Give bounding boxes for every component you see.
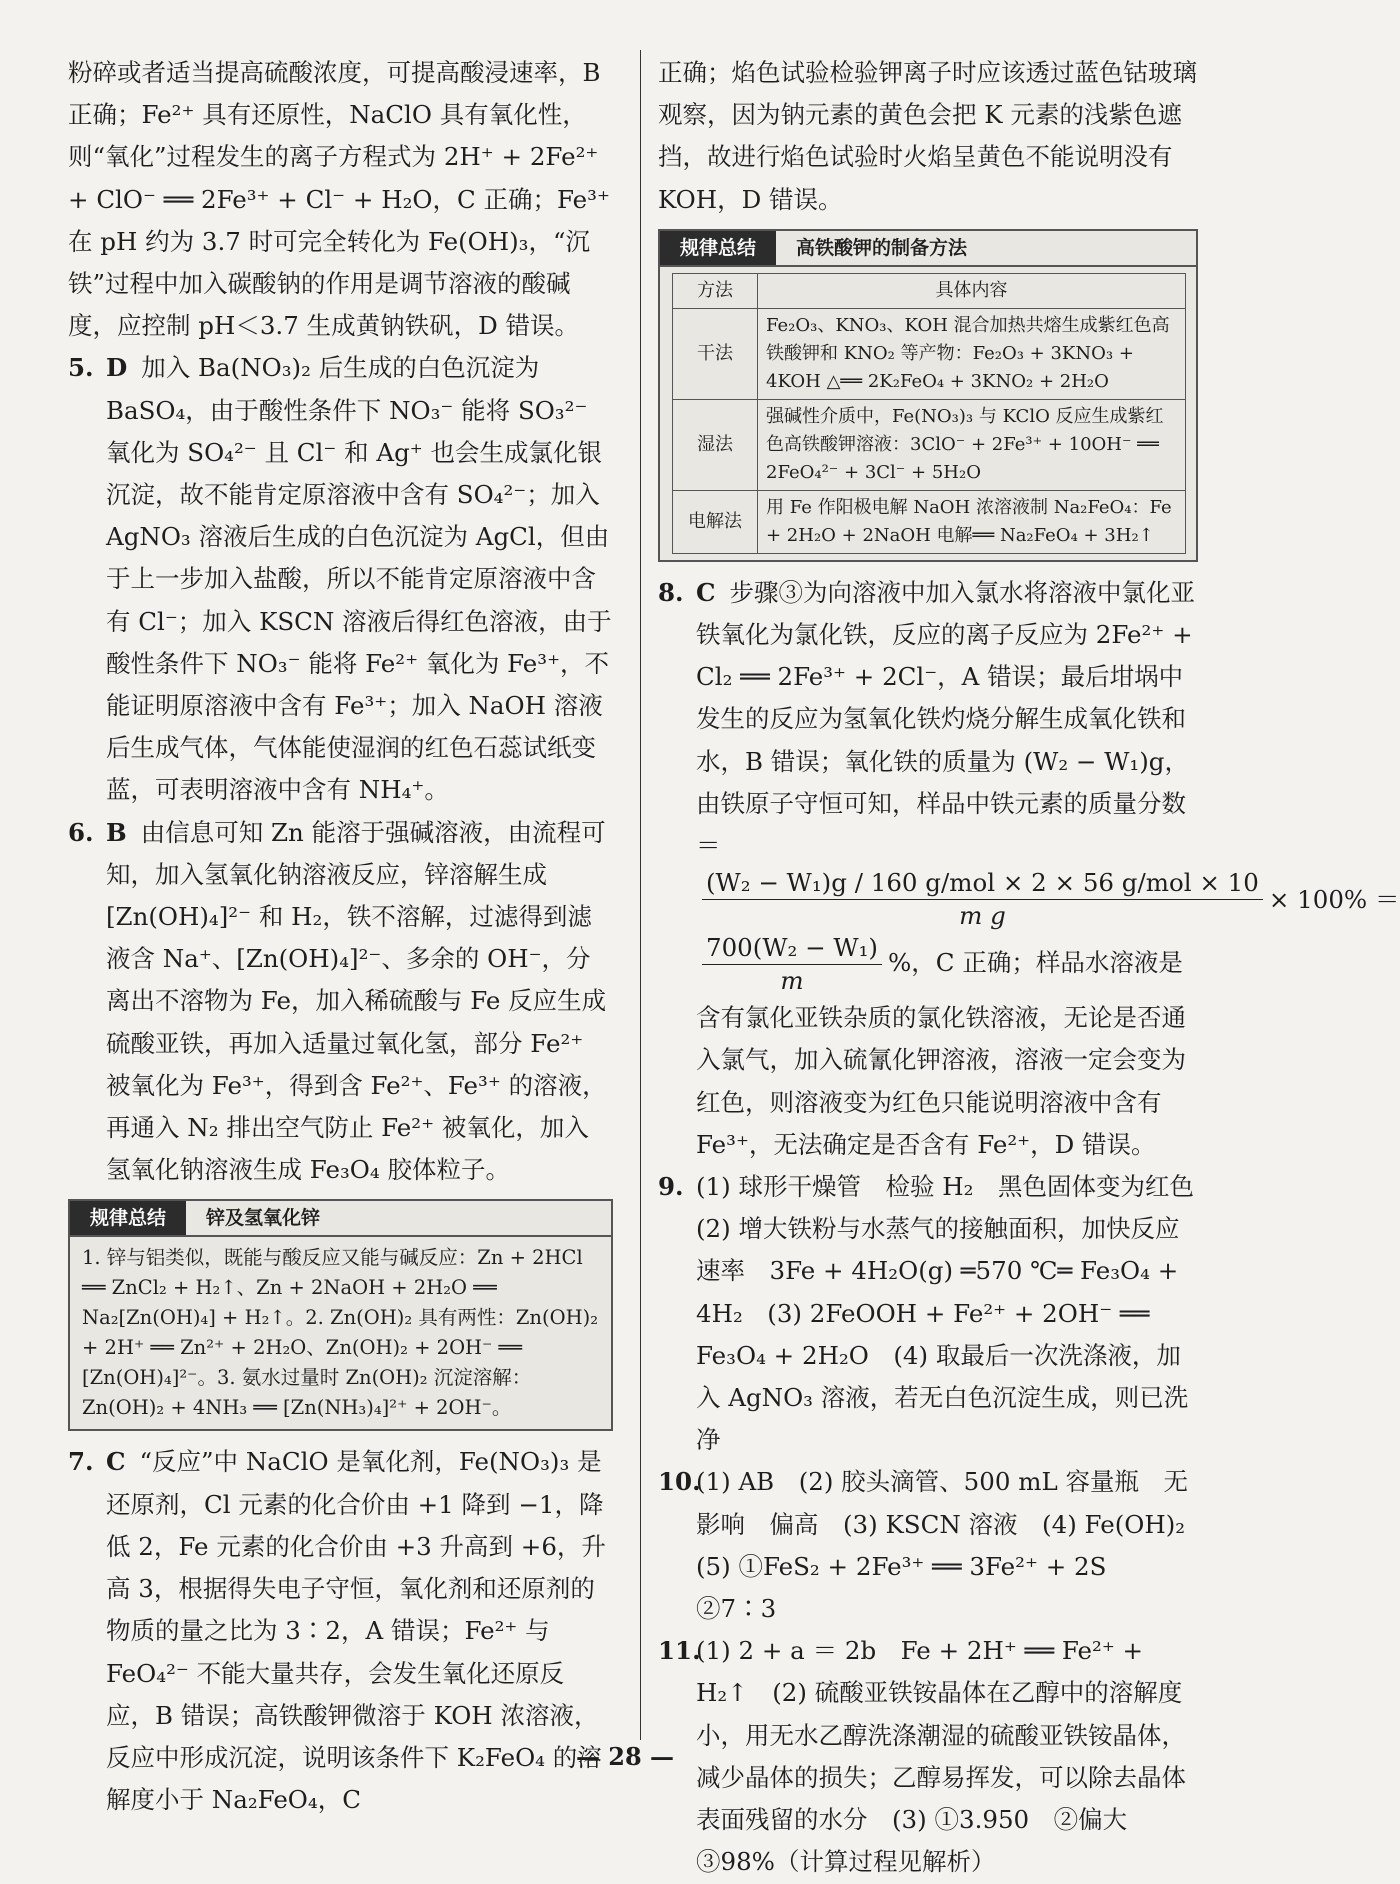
explanation-text: 步骤③为向溶液中加入氯水将溶液中氯化亚铁氧化为氯化铁，反应的离子反应为 2Fe²⁺ + Cl₂ ══ 2Fe³⁺ + 2Cl⁻，A 错误；最后坩埚中发生的反应为氢氧化铁灼烧分解生成氧化铁和水，B 错误；氧化铁的质量为 (W₂ − W₁)g，由铁原子守恒可知，样品中铁元素的质量分数 ＝ [696, 577, 1195, 861]
answer-text: (1) AB (2) 胶头滴管、500 mL 容量瓶 无影响 偏高 (3) KSCN 溶液 (4) Fe(OH)₂ (5) ①FeS₂ + 2Fe³⁺ ══ 3Fe²⁺ + 2S ②7∶3 [696, 1467, 1210, 1624]
summary-box-zinc [68, 1199, 613, 1431]
answer-item-8 [658, 572, 1198, 867]
method-cell: 湿法 [673, 399, 758, 490]
column-divider [640, 50, 641, 1740]
method-cell: 干法 [673, 308, 758, 399]
right-column [658, 52, 1400, 1884]
answer-item-9 [658, 1166, 1219, 1461]
answer-letter: D [106, 353, 128, 383]
fraction-denominator: m [780, 966, 804, 996]
fraction-denominator: m g [959, 901, 1006, 931]
summary-body: 1. 锌与铝类似，既能与酸反应又能与碱反应：Zn + 2HCl ══ ZnCl₂ + H₂↑、Zn + 2NaOH + 2H₂O ══ Na₂[Zn(OH)₄] + H₂↑。2. Zn(OH)₂ 具有两性：Zn(OH)₂ + 2H⁺ ══ Zn²⁺ + 2H₂O、Zn(OH)₂ + 2OH⁻ ══ [Zn(OH)₄]²⁻。3. 氨水过量时 Zn(OH)₂ 沉淀溶解：Zn(OH)₂ + 4NH₃ ══ [Zn(NH₃)₄]²⁺ + 2OH⁻。 [82, 1246, 599, 1420]
content-cell: 强碱性介质中，Fe(NO₃)₃ 与 KClO 反应生成紫红色高铁酸钾溶液：3ClO⁻ + 2Fe³⁺ + 10OH⁻ ══ 2FeO₄²⁻ + 3Cl⁻ + 5H₂O [758, 399, 1186, 490]
fraction-numerator: (W₂ − W₁)g / 160 g/mol × 2 × 56 g/mol × 10 [702, 867, 1263, 900]
method-table [672, 273, 1186, 554]
fraction [702, 867, 1263, 932]
question-number: 6. [68, 817, 94, 847]
summary-box-header [70, 1201, 611, 1237]
left-column [68, 52, 613, 1821]
question-number: 8. [658, 577, 684, 607]
content-cell: Fe₂O₃、KNO₃、KOH 混合加热共熔生成紫红色高铁酸钾和 KNO₂ 等产物：Fe₂O₃ + 3KNO₃ + 4KOH △══ 2K₂FeO₄ + 3KNO₂ + 2H₂O [758, 308, 1186, 399]
answer-letter: C [696, 577, 716, 607]
summary-title: 高铁酸钾的制备方法 [796, 236, 968, 259]
answer-text: (1) 球形干燥管 检验 H₂ 黑色固体变为红色 (2) 增大铁粉与水蒸气的接触面积，加快反应速率 3Fe + 4H₂O(g) ═570 ℃═ Fe₃O₄ + 4H₂ (3) 2FeOOH + Fe²⁺ + 2OH⁻ ══ Fe₃O₄ + 2H₂O (4) 取最后一次洗涤液，加入 AgNO₃ 溶液，若无白色沉淀生成，则已洗净 [696, 1172, 1219, 1455]
explanation-text: %，C 正确；样品水溶液是含有氯化亚铁杂质的氯化铁溶液，无论是否通入氯气，加入硫氰化钾溶液，溶液一定会变为红色，则溶液变为红色只能说明溶液中含有 Fe³⁺，无法确定是否含有 Fe²⁺，D 错误。 [696, 948, 1186, 1159]
summary-box-header [660, 231, 1196, 267]
table-header-cell: 具体内容 [758, 273, 1186, 308]
method-cell: 电解法 [673, 490, 758, 553]
continued-paragraph: 正确；焰色试验检验钾离子时应该透过蓝色钴玻璃观察，因为钠元素的黄色会把 K 元素的浅紫色遮挡，故进行焰色试验时火焰呈黄色不能说明没有 KOH，D 错误。 [658, 58, 1197, 214]
continued-paragraph: 粉碎或者适当提高硫酸浓度，可提高酸浸速率，B 正确；Fe²⁺ 具有还原性，NaClO 具有氧化性，则“氧化”过程发生的离子方程式为 2H⁺ + 2Fe²⁺ + ClO⁻ ══ 2Fe³⁺ + Cl⁻ + H₂O，C 正确；Fe³⁺ 在 pH 约为 3.7 时可完全转化为 Fe(OH)₃，“沉铁”过程中加入碳酸钠的作用是调节溶液的酸碱度，应控制 pH＜3.7 生成黄钠铁矾，D 错误。 [68, 58, 610, 341]
table-row [673, 399, 1186, 490]
table-row [673, 308, 1186, 399]
question-number: 10. [658, 1467, 701, 1497]
question-number: 11. [658, 1636, 701, 1666]
summary-box-ferrate [658, 229, 1198, 562]
answer-item-8-cont [658, 932, 1198, 1166]
page-number: — 28 — [575, 1742, 675, 1771]
times-hundred: × 100% ＝ [1268, 884, 1400, 914]
explanation-text: 加入 Ba(NO₃)₂ 后生成的白色沉淀为 BaSO₄，由于酸性条件下 NO₃⁻ 能将 SO₃²⁻ 氧化为 SO₄²⁻ 且 Cl⁻ 和 Ag⁺ 也会生成氯化银沉淀，故不能肯定原溶液中含有 SO₄²⁻；加入 AgNO₃ 溶液后生成的白色沉淀为 AgCl，但由于上一步加入盐酸，所以不能肯定原溶液中含有 Cl⁻；加入 KSCN 溶液后得红色溶液，由于酸性条件下 NO₃⁻ 能将 Fe²⁺ 氧化为 Fe³⁺，不能证明原溶液中含有 Fe³⁺；加入 NaOH 溶液后生成气体，气体能使湿润的红色石蕊试纸变蓝，可表明溶液中含有 NH₄⁺。 [106, 353, 612, 805]
fraction-numerator: 700(W₂ − W₁) [702, 932, 882, 965]
answer-item-5 [68, 347, 613, 811]
answer-letter: B [106, 817, 127, 847]
mass-fraction-formula [658, 867, 1400, 932]
summary-title: 锌及氢氧化锌 [206, 1207, 321, 1230]
answer-text: (1) 2 + a ＝ 2b Fe + 2H⁺ ══ Fe²⁺ + H₂↑ (2) 硫酸亚铁铵晶体在乙醇中的溶解度小，用无水乙醇洗涤潮湿的硫酸亚铁铵晶体，减少晶体的损失；乙醇易挥发，可以除去晶体表面残留的水分 (3) ①3.950 ②偏大 ③98%（计算过程见解析） [696, 1636, 1186, 1877]
explanation-text: 由信息可知 Zn 能溶于强碱溶液，由流程可知，加入氢氧化钠溶液反应，锌溶解生成 [Zn(OH)₄]²⁻ 和 H₂，铁不溶解，过滤得到滤液含 Na⁺、[Zn(OH)₄]²⁻、多余的 OH⁻，分离出不溶物为 Fe，加入稀硫酸与 Fe 反应生成硫酸亚铁，再加入适量过氧化氢，部分 Fe²⁺ 被氧化为 Fe³⁺，得到含 Fe²⁺、Fe³⁺ 的溶液，再通入 N₂ 排出空气防止 Fe²⁺ 被氧化，加入氢氧化钠溶液生成 Fe₃O₄ 胶体粒子。 [106, 817, 607, 1185]
answer-item-6 [68, 812, 613, 1192]
summary-tag: 规律总结 [660, 231, 776, 265]
summary-tag: 规律总结 [70, 1201, 186, 1235]
question-number: 5. [68, 353, 94, 383]
table-row [673, 490, 1186, 553]
content-cell: 用 Fe 作阳极电解 NaOH 浓溶液制 Na₂FeO₄：Fe + 2H₂O + 2NaOH 电解══ Na₂FeO₄ + 3H₂↑ [758, 490, 1186, 553]
answer-letter: C [106, 1447, 126, 1477]
question-number: 7. [68, 1447, 94, 1477]
explanation-text: “反应”中 NaClO 是氧化剂，Fe(NO₃)₃ 是还原剂，Cl 元素的化合价由 +1 降到 −1，降低 2，Fe 元素的化合价由 +3 升高到 +6，升高 3，根据得失电子守恒，氧化剂和还原剂的物质的量之比为 3∶2，A 错误；Fe²⁺ 与 FeO₄²⁻ 不能大量共存，会发生氧化还原反应，B 错误；高铁酸钾微溶于 KOH 浓溶液，反应中形成沉淀，说明该条件下 K₂FeO₄ 的溶解度小于 Na₂FeO₄，C [106, 1447, 606, 1815]
answer-item-10 [658, 1461, 1210, 1630]
question-number: 9. [658, 1172, 684, 1202]
table-header-row [673, 273, 1186, 308]
summary-body [660, 267, 1196, 560]
fraction [702, 932, 882, 997]
table-header-cell: 方法 [673, 273, 758, 308]
